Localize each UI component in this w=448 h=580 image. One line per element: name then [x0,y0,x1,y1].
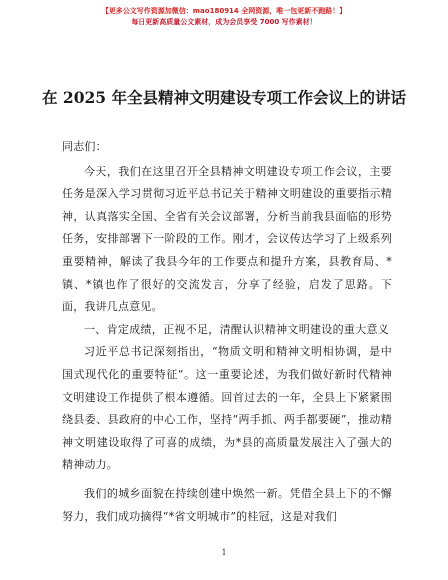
promo-banner-line-2: 每日更新高质量公文素材，成为会员享受 7000 写作素材！ [131,18,317,26]
paragraph-intro: 今天，我们在这里召开全县精神文明建设专项工作会议，主要任务是深入学习贯彻习近平总书记关于精神文明建设的重要指示精神，认真落实全国、全省有关会议部署，分析当前我县面临的形势任务，安排部署下一阶段的工作。刚才，会议传达学习了上级系列重要精神，解读了我县今年的工作要点和提升方案，县教育局、*镇、*镇也作了很好的交流发言，分享了经验，启发了思路。下面，我讲几点意见。 [62,164,392,314]
page-number: 1 [221,548,227,557]
section-heading-1: 一、肯定成绩，正视不足，清醒认识精神文明建设的重大意义 [84,322,390,336]
promo-banner-line-1: 【更多公文写作资源加微信：mao180914 全网资源，唯一包更新不跑路！】 [101,7,347,15]
document-body [62,136,392,528]
paragraph-achievements: 我们的城乡面貌在持续创建中焕然一新。凭借全县上下的不懈努力，我们成功摘得“*省文明城市”的桂冠，这是对我们 [62,486,392,523]
salutation: 同志们： [62,140,107,153]
paragraph-quote: 习近平总书记深刻指出，“物质文明和精神文明相协调，是中国式现代化的重要特征”。这一重要论述，为我们做好新时代精神文明建设工作提供了根本遵循。回首过去的一年，全县上下紧紧围绕县委、县政府的中心工作，坚持“两手抓、两手都要硬”，推动精神文明建设取得了可喜的成绩，为*县的高质量发展注入了强大的精神动力。 [62,345,392,472]
promo-banner [0,6,448,28]
document-title: 在 2025 年全县精神文明建设专项工作会议上的讲话 [42,88,406,107]
